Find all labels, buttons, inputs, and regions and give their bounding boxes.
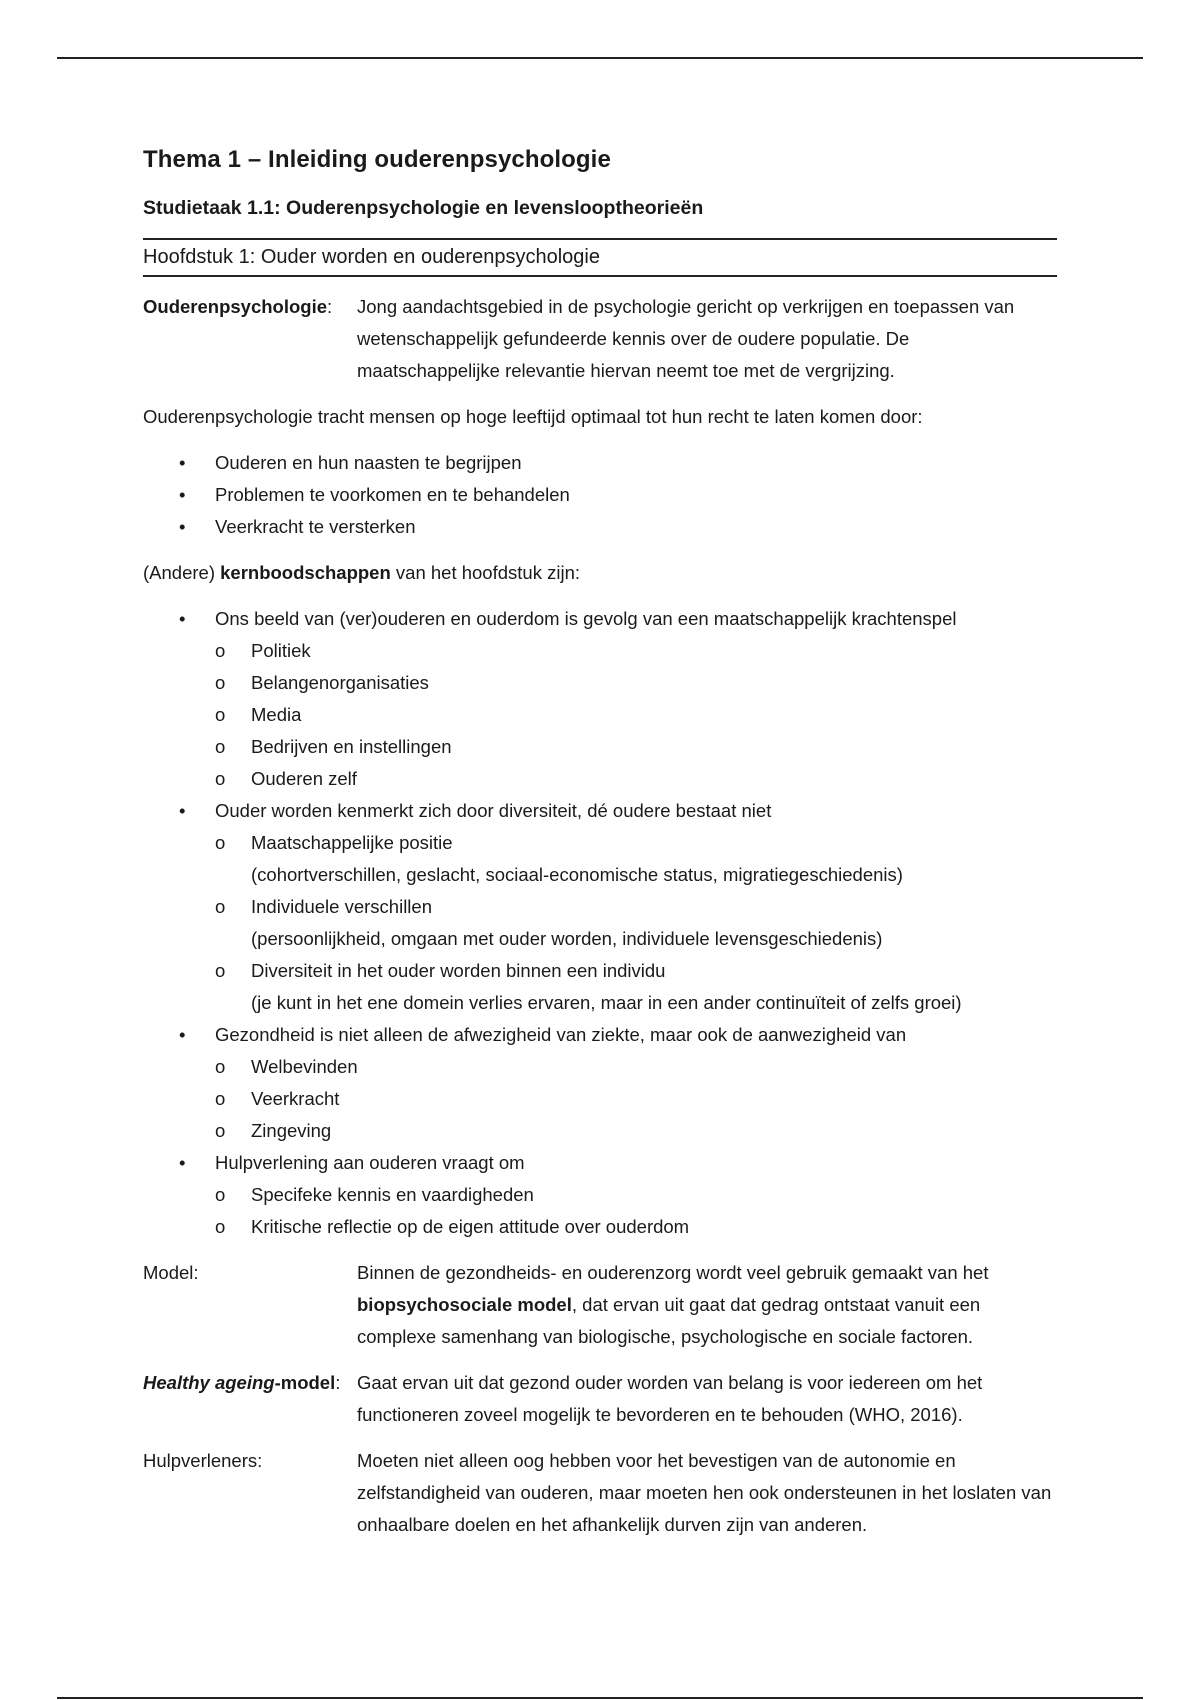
bullet-icon: • [179, 484, 186, 505]
bullet-icon: • [179, 452, 186, 473]
sub-list-item: o Individuele verschillen (persoonlijkheid, omgaan met ouder worden, individuele levensgeschiedenis) [215, 891, 1057, 955]
definition-text: Moeten niet alleen oog hebben voor het bevestigen van de autonomie en zelfstandigheid van ouderen, maar moeten hen ook ondersteunen in het loslaten van onhaalbare doelen en het afhankelijk durven zijn van anderen. [357, 1450, 1052, 1535]
circle-bullet-icon: o [215, 1120, 226, 1141]
key-messages-list [143, 603, 1057, 1243]
sub-list [215, 827, 1057, 1019]
sub-list-item: o Welbevinden [215, 1051, 1057, 1083]
circle-bullet-icon: o [215, 1088, 226, 1109]
definition-term: Hulpverleners: [143, 1450, 263, 1471]
circle-bullet-icon: o [215, 896, 226, 917]
circle-bullet-icon: o [215, 832, 226, 853]
circle-bullet-icon: o [215, 704, 226, 725]
sub-list-item: o Diversiteit in het ouder worden binnen een individu (je kunt in het ene domein verlies ervaren, maar in een ander continuïteit of zelfs groei) [215, 955, 1057, 1019]
chapter-heading: Hoofdstuk 1: Ouder worden en ouderenpsychologie [143, 238, 1057, 277]
definition-ouderenpsychologie [143, 291, 1057, 387]
bullet-icon: • [179, 516, 186, 537]
bullet-icon: • [179, 608, 186, 629]
sub-list-item: o Ouderen zelf [215, 763, 1057, 795]
bullet-icon: • [179, 1152, 186, 1173]
circle-bullet-icon: o [215, 1184, 226, 1205]
definition-text: Gaat ervan uit dat gezond ouder worden van belang is voor iedereen om het functioneren zoveel mogelijk te bevorderen en te behouden (WHO, 2016). [357, 1372, 983, 1425]
circle-bullet-icon: o [215, 672, 226, 693]
circle-bullet-icon: o [215, 640, 226, 661]
bullet-icon: • [179, 1024, 186, 1045]
circle-bullet-icon: o [215, 736, 226, 757]
list-item: • Gezondheid is niet alleen de afwezigheid van ziekte, maar ook de aanwezigheid van o Welbevinden o Veerkracht o Zingeving [143, 1019, 1057, 1147]
study-task-title: Studietaak 1.1: Ouderenpsychologie en levenslooptheorieën [143, 197, 704, 219]
bullet-icon: • [179, 800, 186, 821]
list-item: • Problemen te voorkomen en te behandelen [143, 479, 1057, 511]
sub-list [215, 635, 1057, 795]
circle-bullet-icon: o [215, 1056, 226, 1077]
definition-text: Jong aandachtsgebied in de psychologie gericht op verkrijgen en toepassen van wetenschappelijk gefundeerde kennis over de oudere populatie. De maatschappelijke relevantie hiervan neemt toe met de vergrijzing. [357, 296, 1015, 381]
sub-list-item: o Media [215, 699, 1057, 731]
circle-bullet-icon: o [215, 960, 226, 981]
list-item: • Ouder worden kenmerkt zich door diversiteit, dé oudere bestaat niet o Maatschappelijke positie (cohortverschillen, geslacht, sociaal-economische status, migratiegeschiedenis) o Individuele verschillen (persoonlijkheid, omgaan met ouder worden, individuele levensgeschiedenis) o Diversiteit in het ouder worden binnen een individu (je kunt in het ene domein verlies ervaren, maar in een ander continuïteit of zelfs groei) [143, 795, 1057, 1019]
definition-model [143, 1257, 1057, 1353]
definition-hulpverleners [143, 1445, 1057, 1541]
circle-bullet-icon: o [215, 1216, 226, 1237]
list-item: • Ons beeld van (ver)ouderen en ouderdom is gevolg van een maatschappelijk krachtenspel o Politiek o Belangenorganisaties o Media o Bedrijven en instellingen o Ouderen zelf [143, 603, 1057, 795]
sub-list-item: o Bedrijven en instellingen [215, 731, 1057, 763]
list-item: • Hulpverlening aan ouderen vraagt om o Specifeke kennis en vaardigheden o Kritische reflectie op de eigen attitude over ouderdom [143, 1147, 1057, 1243]
definition-term: Ouderenpsychologie: [143, 296, 333, 317]
definition-term: Model: [143, 1262, 199, 1283]
intro-list [143, 447, 1057, 543]
definition-text: Binnen de gezondheids- en ouderenzorg wordt veel gebruik gemaakt van het biopsychosociale model, dat ervan uit gaat dat gedrag ontstaat vanuit een complexe samenhang van biologische, psychologische en sociale factoren. [357, 1262, 989, 1347]
sub-list-item: o Kritische reflectie op de eigen attitude over ouderdom [215, 1211, 1057, 1243]
intro-paragraph: Ouderenpsychologie tracht mensen op hoge leeftijd optimaal tot hun recht te laten komen door: [143, 406, 923, 427]
definition-healthy-ageing [143, 1367, 1057, 1431]
key-messages-intro: (Andere) kernboodschappen van het hoofdstuk zijn: [143, 562, 580, 583]
circle-bullet-icon: o [215, 768, 226, 789]
sub-list-item: o Zingeving [215, 1115, 1057, 1147]
sub-list [215, 1179, 1057, 1243]
sub-list-item: o Politiek [215, 635, 1057, 667]
sub-list-item: o Belangenorganisaties [215, 667, 1057, 699]
sub-item-note: (cohortverschillen, geslacht, sociaal-economische status, migratiegeschiedenis) [251, 864, 903, 885]
sub-item-note: (je kunt in het ene domein verlies ervaren, maar in een ander continuïteit of zelfs groei) [251, 992, 962, 1013]
theme-title: Thema 1 – Inleiding ouderenpsychologie [143, 146, 611, 173]
sub-list-item: o Veerkracht [215, 1083, 1057, 1115]
page-top-rule [57, 57, 1143, 59]
document-page [143, 140, 1057, 1555]
sub-list-item: o Maatschappelijke positie (cohortverschillen, geslacht, sociaal-economische status, migratiegeschiedenis) [215, 827, 1057, 891]
sub-item-note: (persoonlijkheid, omgaan met ouder worden, individuele levensgeschiedenis) [251, 928, 883, 949]
definition-term: Healthy ageing-model: [143, 1372, 341, 1393]
sub-list [215, 1051, 1057, 1147]
sub-list-item: o Specifeke kennis en vaardigheden [215, 1179, 1057, 1211]
page-bottom-rule [57, 1697, 1143, 1699]
list-item: • Veerkracht te versterken [143, 511, 1057, 543]
list-item: • Ouderen en hun naasten te begrijpen [143, 447, 1057, 479]
